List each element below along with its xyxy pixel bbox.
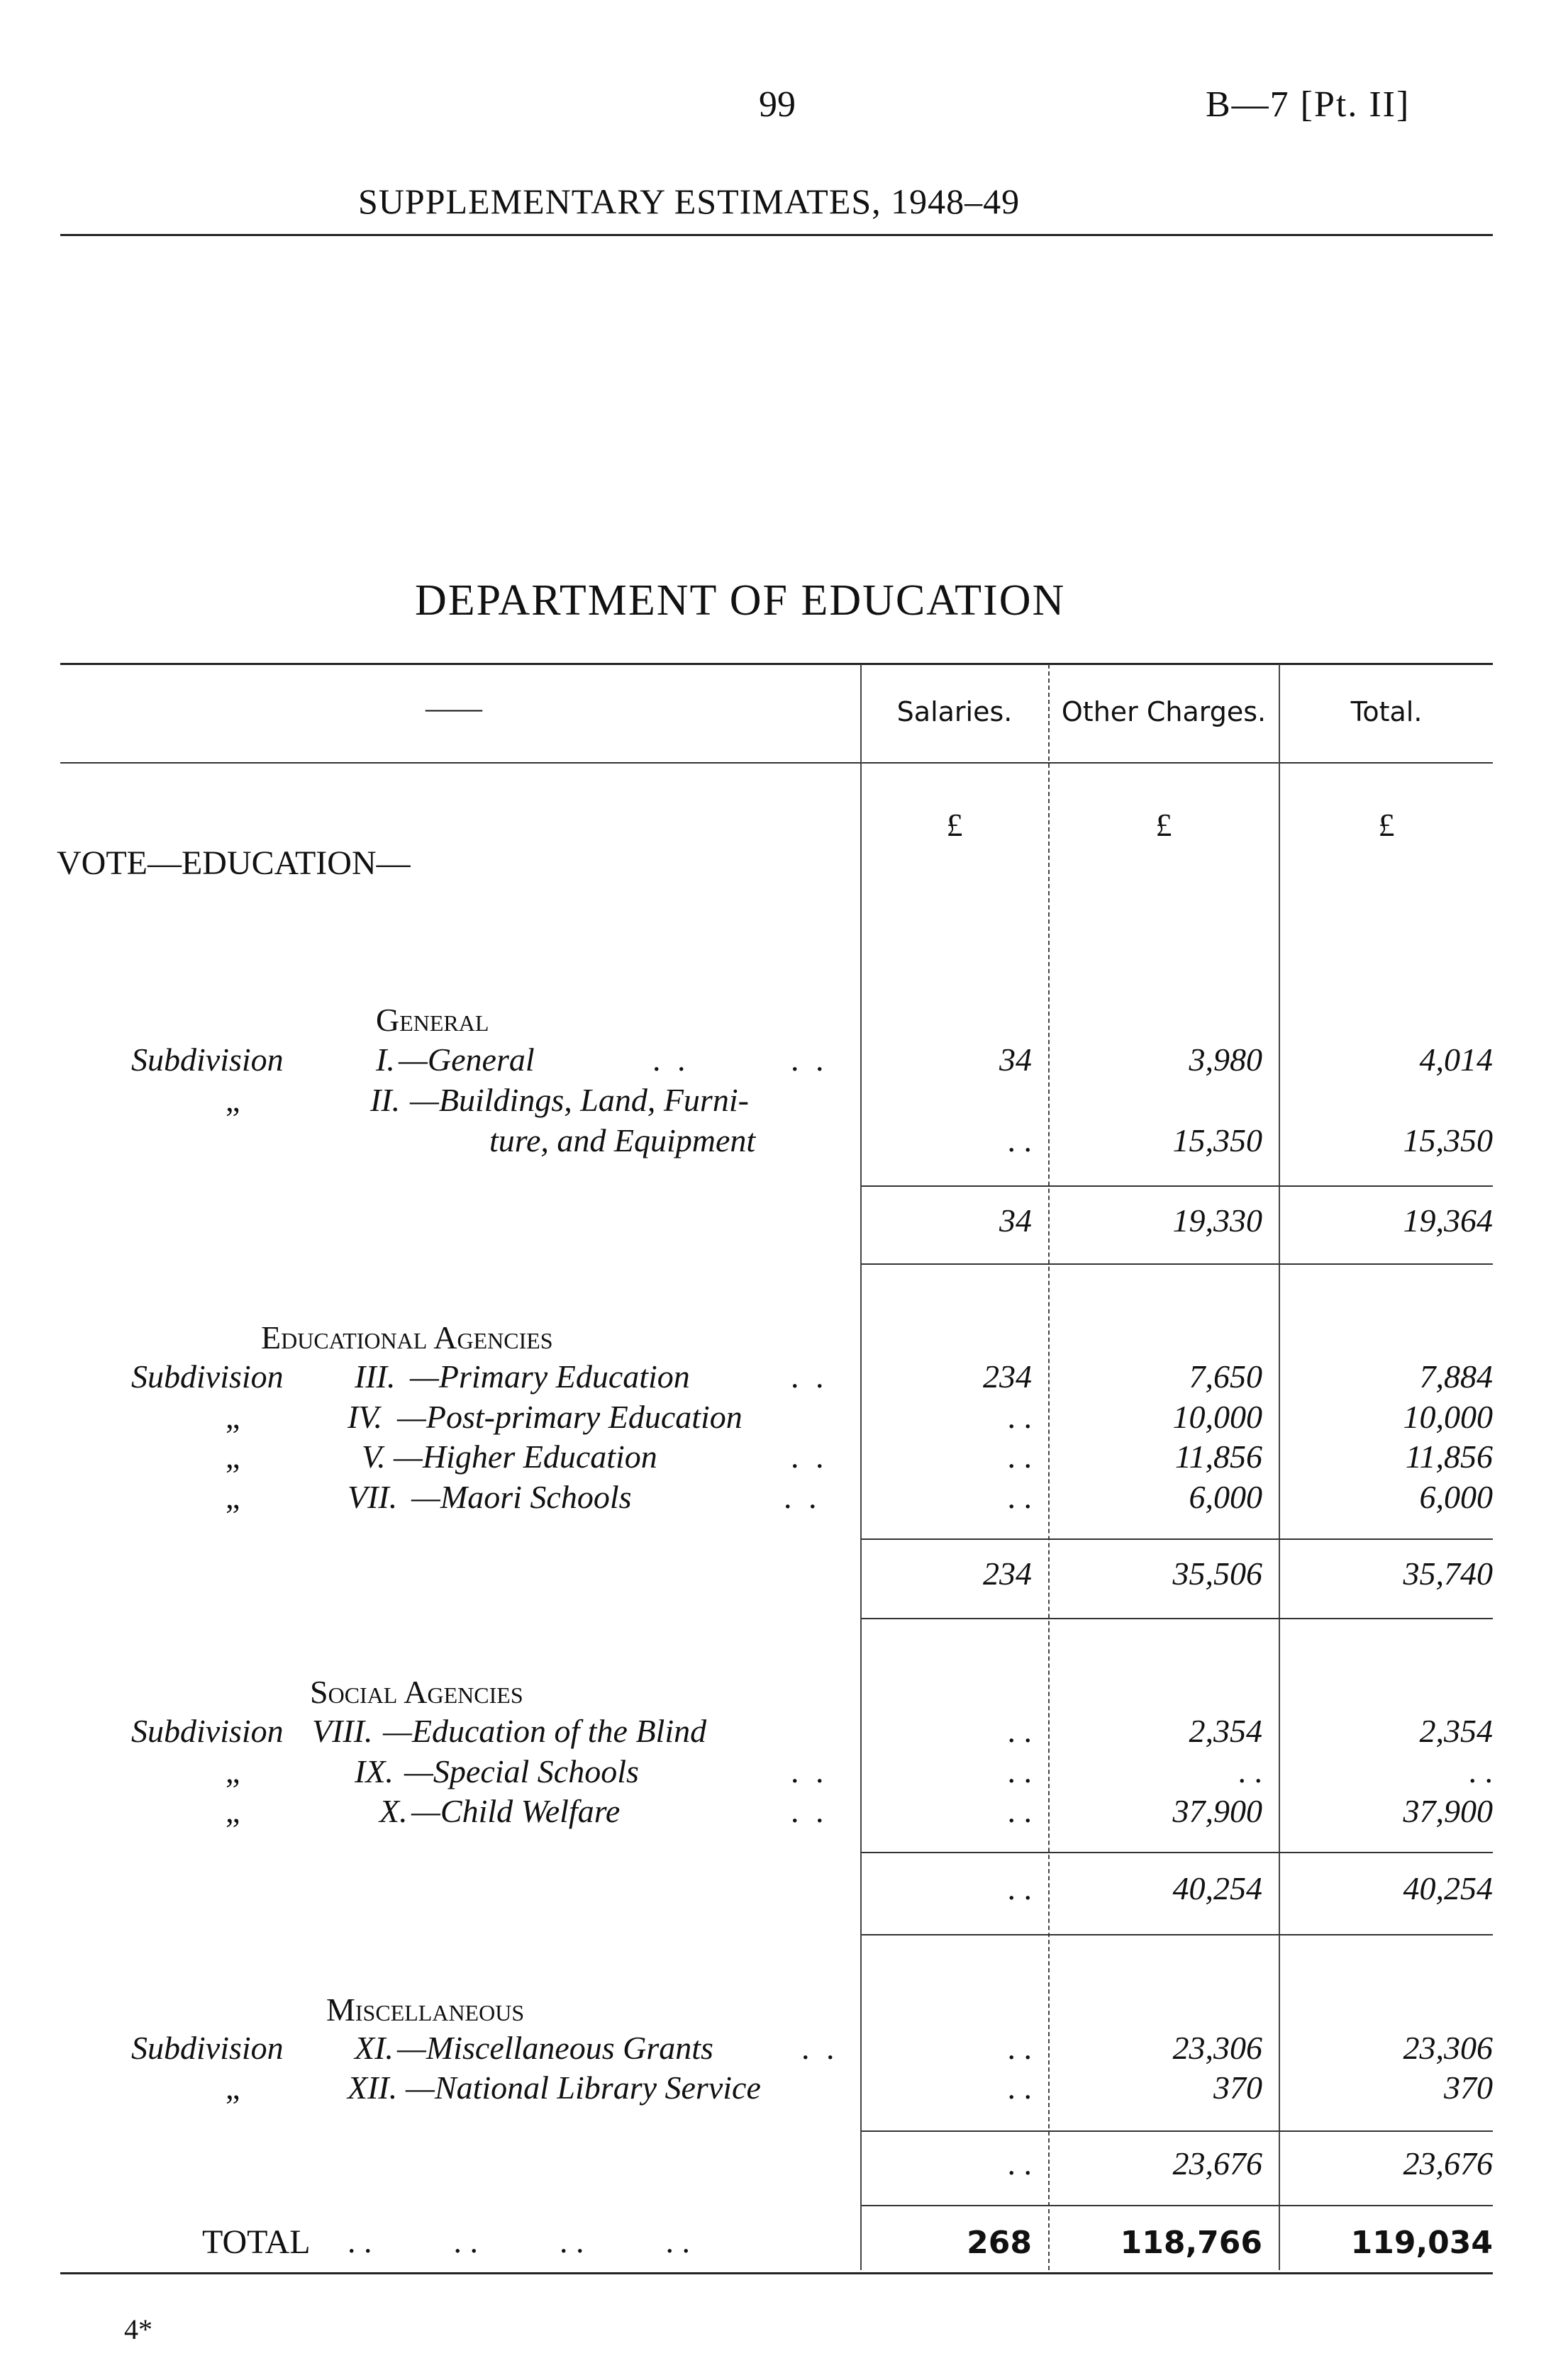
cell-salaries: . .: [1007, 1479, 1032, 1515]
row-name: —Special Schools: [404, 1753, 639, 1789]
cell-other: 3,980: [1189, 1041, 1262, 1078]
leader-dots: . .: [784, 1479, 821, 1515]
column-header-salaries: Salaries.: [896, 696, 1013, 727]
page-reference: B—7 [Pt. II]: [1206, 84, 1411, 125]
row-roman: I.: [376, 1041, 395, 1078]
row-name: —Maori Schools: [411, 1479, 632, 1515]
subdivision-label: Subdivision: [131, 1041, 284, 1078]
table-top-rule: [60, 663, 1493, 665]
subdivision-label: Subdivision: [131, 1713, 284, 1749]
leader-dots: . .: [801, 2030, 839, 2066]
row-name: —Buildings, Land, Furni-: [410, 1082, 749, 1118]
subtotal-other: 35,506: [1172, 1555, 1262, 1592]
row-name: —Higher Education: [394, 1438, 657, 1475]
ditto-mark: „: [226, 1753, 240, 1789]
cell-other: 370: [1213, 2069, 1262, 2106]
cell-salaries: . .: [1007, 1793, 1032, 1829]
cell-other: 2,354: [1189, 1713, 1262, 1749]
ditto-mark: „: [226, 2069, 240, 2106]
cell-salaries: . .: [1007, 1122, 1032, 1158]
row-roman: V.: [362, 1438, 386, 1475]
leader-dots: . .: [791, 1753, 828, 1789]
row-roman: IV.: [347, 1399, 382, 1435]
leader-dots: . .: [791, 1793, 828, 1829]
grand-total-dots: . . . . . . . .: [347, 2223, 690, 2259]
grand-total-other: 118,766: [1120, 2225, 1262, 2261]
ditto-mark: „: [226, 1399, 240, 1435]
column-header-total: Total.: [1350, 696, 1423, 727]
subtotal-rule: [862, 1852, 1493, 1853]
row-roman: IX.: [355, 1753, 394, 1789]
cell-salaries: . .: [1007, 1438, 1032, 1475]
row-name: —Child Welfare: [411, 1793, 621, 1829]
subtotal-total: 19,364: [1403, 1202, 1493, 1239]
cell-total: 4,014: [1419, 1041, 1493, 1078]
subtotal-other: 23,676: [1172, 2145, 1262, 2181]
group-heading-general: General: [376, 1002, 489, 1038]
cell-total: 7,884: [1419, 1358, 1493, 1395]
row-name: —Post-primary Education: [397, 1399, 743, 1435]
subtotal-total: 23,676: [1403, 2145, 1493, 2181]
leader-dots: . .: [652, 1041, 690, 1078]
group-heading-miscellaneous: Miscellaneous: [326, 1991, 525, 2028]
cell-other: 15,350: [1172, 1122, 1262, 1158]
cell-total: 37,900: [1403, 1793, 1493, 1829]
cell-salaries: 34: [999, 1041, 1032, 1078]
subtotal-salaries: . .: [1007, 1870, 1032, 1906]
subtotal-rule: [862, 1538, 1493, 1540]
subtotal-rule: [862, 1934, 1493, 1935]
table-header-rule: [60, 762, 1493, 764]
cell-other: 37,900: [1172, 1793, 1262, 1829]
cell-other: 10,000: [1172, 1399, 1262, 1435]
department-title: DEPARTMENT OF EDUCATION: [415, 576, 1066, 625]
subdivision-label: Subdivision: [131, 2030, 284, 2066]
subtotal-total: 35,740: [1403, 1555, 1493, 1592]
subtotal-other: 19,330: [1172, 1202, 1262, 1239]
row-roman: XII.: [347, 2069, 398, 2106]
row-roman: VII.: [347, 1479, 398, 1515]
ditto-mark: „: [226, 1793, 240, 1829]
cell-total: 23,306: [1403, 2030, 1493, 2066]
grand-total-label: TOTAL: [202, 2223, 311, 2261]
subtotal-rule: [862, 1618, 1493, 1619]
blank-column-marker: ——: [426, 692, 482, 724]
row-name: —National Library Service: [406, 2069, 761, 2106]
cell-total: 2,354: [1419, 1713, 1493, 1749]
subtotal-salaries: . .: [1007, 2145, 1032, 2181]
cell-salaries: . .: [1007, 2069, 1032, 2106]
leader-dots: . .: [791, 1041, 828, 1078]
cell-salaries: . .: [1007, 1399, 1032, 1435]
page-number: 99: [759, 84, 796, 125]
cell-salaries: 234: [983, 1358, 1032, 1395]
cell-total: 15,350: [1403, 1122, 1493, 1158]
currency-other: £: [1155, 807, 1172, 843]
ditto-mark: „: [226, 1082, 240, 1118]
currency-salaries: £: [946, 807, 963, 843]
vote-label: VOTE—EDUCATION—: [57, 844, 411, 882]
header-rule: [60, 234, 1493, 236]
cell-other: 11,856: [1174, 1438, 1262, 1475]
row-roman: X.: [379, 1793, 408, 1829]
row-name-continued: ture, and Equipment: [489, 1122, 756, 1158]
subdivision-label: Subdivision: [131, 1358, 284, 1395]
cell-other: 7,650: [1189, 1358, 1262, 1395]
cell-salaries: . .: [1007, 1753, 1032, 1789]
subtotal-rule: [862, 2205, 1493, 2206]
leader-dots: . .: [791, 1358, 828, 1395]
leader-dots: . .: [791, 1438, 828, 1475]
ditto-mark: „: [226, 1479, 240, 1515]
cell-total: 370: [1444, 2069, 1493, 2106]
subtotal-other: 40,254: [1172, 1870, 1262, 1906]
grand-total-total: 119,034: [1350, 2225, 1493, 2261]
row-roman: XI.: [355, 2030, 394, 2066]
group-heading-social-agencies: Social Agencies: [310, 1674, 523, 1710]
row-roman: III.: [355, 1358, 396, 1395]
subtotal-rule: [862, 1185, 1493, 1187]
row-name: —Primary Education: [410, 1358, 690, 1395]
ditto-mark: „: [226, 1438, 240, 1475]
cell-salaries: . .: [1007, 2030, 1032, 2066]
currency-total: £: [1378, 807, 1395, 843]
table-bottom-rule: [60, 2272, 1493, 2274]
row-name: —General: [399, 1041, 535, 1078]
signature-mark: 4*: [124, 2313, 152, 2345]
subtotal-salaries: 234: [983, 1555, 1032, 1592]
row-name: —Miscellaneous Grants: [397, 2030, 713, 2066]
cell-other: 23,306: [1172, 2030, 1262, 2066]
subtotal-rule: [862, 2130, 1493, 2132]
subtotal-salaries: 34: [999, 1202, 1032, 1239]
cell-total: . .: [1468, 1753, 1493, 1789]
row-roman: VIII.: [312, 1713, 373, 1749]
group-heading-educational-agencies: Educational Agencies: [261, 1319, 553, 1356]
cell-other: 6,000: [1189, 1479, 1262, 1515]
cell-salaries: . .: [1007, 1713, 1032, 1749]
column-header-other-charges: Other Charges.: [1061, 696, 1267, 727]
page-title: SUPPLEMENTARY ESTIMATES, 1948–49: [358, 181, 1021, 221]
subtotal-rule: [862, 1263, 1493, 1265]
row-name: —Education of the Blind: [383, 1713, 707, 1749]
cell-other: . .: [1238, 1753, 1262, 1789]
cell-total: 11,856: [1405, 1438, 1493, 1475]
grand-total-salaries: 268: [967, 2225, 1032, 2261]
row-roman: II.: [370, 1082, 401, 1118]
subtotal-total: 40,254: [1403, 1870, 1493, 1906]
cell-total: 10,000: [1403, 1399, 1493, 1435]
cell-total: 6,000: [1419, 1479, 1493, 1515]
